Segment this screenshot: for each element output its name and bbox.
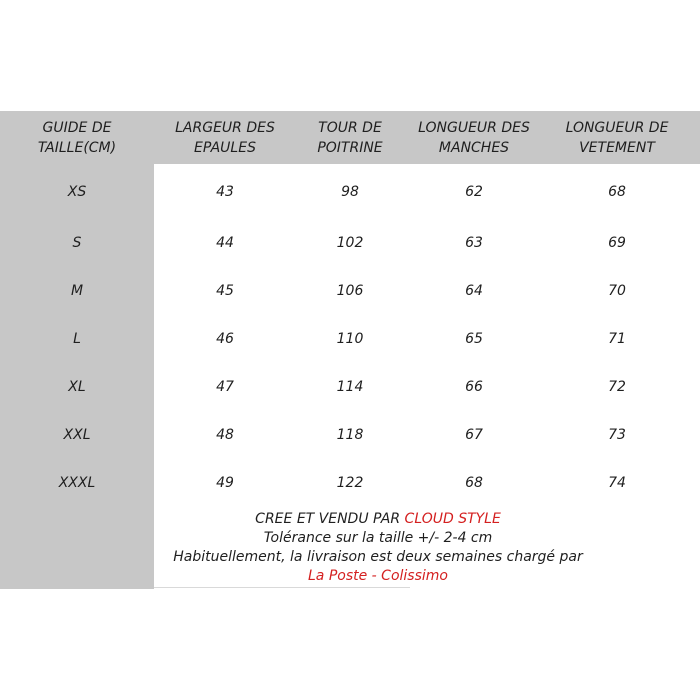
garment-value: 69 xyxy=(608,235,626,251)
sold-by-line: CREE ET VENDU PAR CLOUD STYLE xyxy=(255,511,501,527)
sleeve-value: 66 xyxy=(465,379,483,395)
sleeve-value: 63 xyxy=(465,235,483,251)
garment-value: 74 xyxy=(608,475,626,491)
header-sleeve-length: LONGUEUR DES MANCHES xyxy=(418,120,530,156)
chest-value: 122 xyxy=(336,475,364,491)
size-label: XL xyxy=(68,379,86,395)
header-size-guide: GUIDE DE TAILLE(CM) xyxy=(37,120,117,156)
size-label: M xyxy=(70,283,84,299)
garment-value: 73 xyxy=(608,427,626,443)
carrier-name: La Poste - Colissimo xyxy=(308,568,448,584)
footer-divider xyxy=(154,587,410,588)
brand-name: CLOUD STYLE xyxy=(404,511,501,527)
size-label: XXXL xyxy=(58,475,96,491)
header-garment-length: LONGUEUR DE VETEMENT xyxy=(565,120,669,156)
sleeve-value: 68 xyxy=(465,475,483,491)
size-label: S xyxy=(72,235,82,251)
shoulder-value: 44 xyxy=(216,235,234,251)
header-chest: TOUR DE POITRINE xyxy=(317,120,383,156)
chest-value: 98 xyxy=(341,184,359,200)
sleeve-value: 64 xyxy=(465,283,483,299)
garment-value: 71 xyxy=(608,331,626,347)
delivery-line: Habituellement, la livraison est deux semaines chargé par xyxy=(173,549,583,565)
seller-note xyxy=(58,510,698,586)
chest-value: 106 xyxy=(336,283,364,299)
sleeve-value: 62 xyxy=(465,184,483,200)
garment-value: 70 xyxy=(608,283,626,299)
shoulder-value: 48 xyxy=(216,427,234,443)
header-shoulder-width: LARGEUR DES EPAULES xyxy=(175,120,275,156)
chest-value: 110 xyxy=(336,331,364,347)
garment-value: 68 xyxy=(608,184,626,200)
shoulder-value: 49 xyxy=(216,475,234,491)
sleeve-value: 65 xyxy=(465,331,483,347)
sleeve-value: 67 xyxy=(465,427,483,443)
chest-value: 118 xyxy=(336,427,364,443)
chest-value: 114 xyxy=(336,379,364,395)
shoulder-value: 47 xyxy=(216,379,234,395)
size-label: XXL xyxy=(63,427,91,443)
shoulder-value: 45 xyxy=(216,283,234,299)
size-guide-table xyxy=(0,111,700,589)
tolerance-line: Tolérance sur la taille +/- 2-4 cm xyxy=(263,530,493,546)
size-label: L xyxy=(73,331,81,347)
shoulder-value: 46 xyxy=(216,331,234,347)
garment-value: 72 xyxy=(608,379,626,395)
size-label: XS xyxy=(67,184,87,200)
chest-value: 102 xyxy=(336,235,364,251)
shoulder-value: 43 xyxy=(216,184,234,200)
